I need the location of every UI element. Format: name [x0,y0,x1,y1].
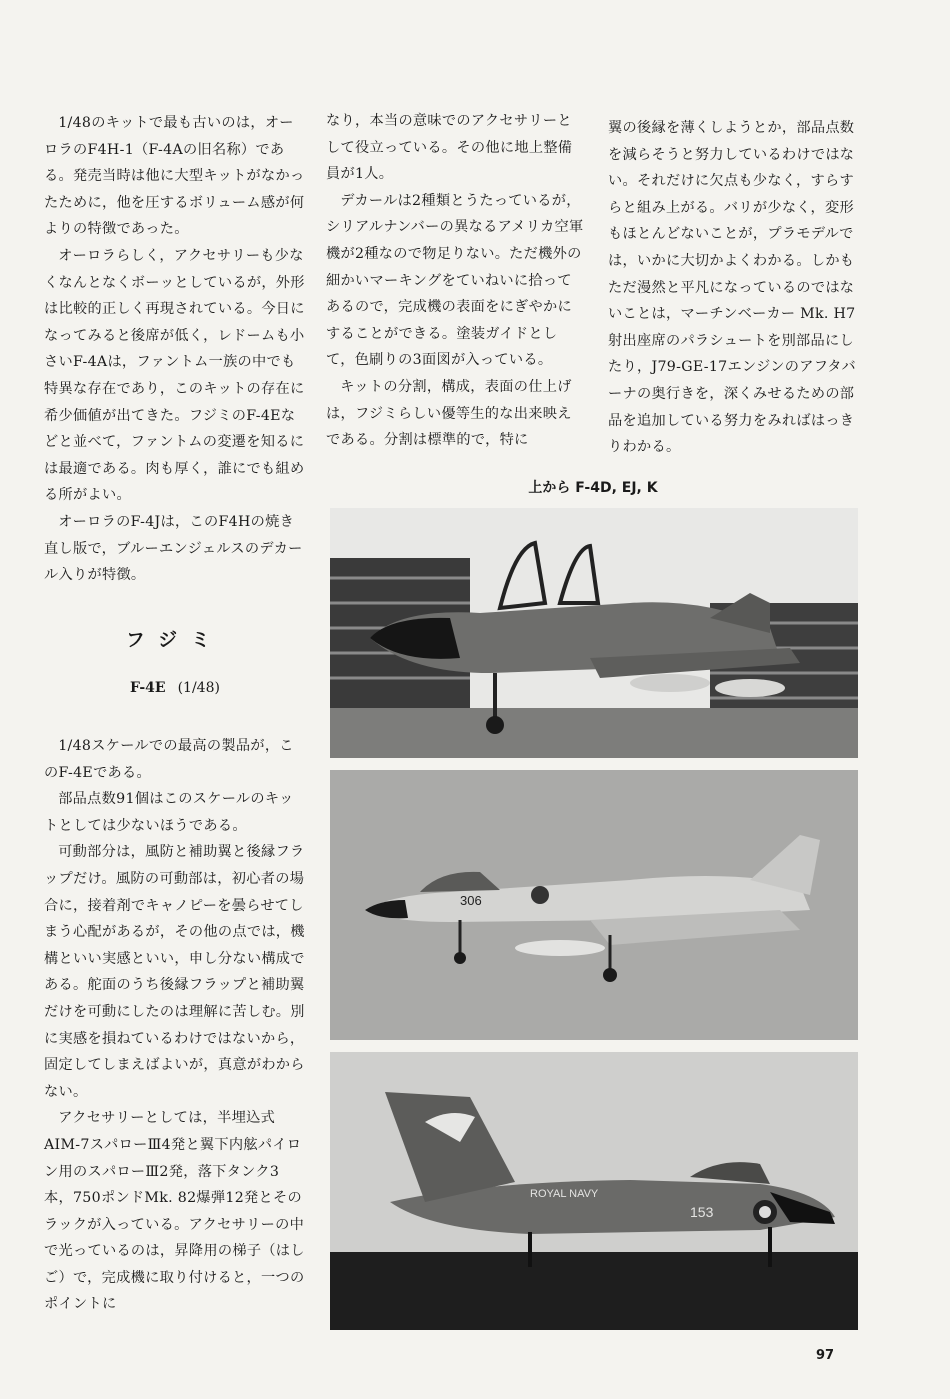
text-column-1 [44,110,306,589]
section-heading-maker: フジミ [125,629,225,651]
text-column-2 [326,108,586,454]
paragraph: 翼の後縁を薄くしようとか，部品点数を減らそうと努力しているわけではない。それだけに欠点も少なく，すらすらと組み上がる。バリが少なく，変形もほとんどないことが，プラモデルでは，いかに大切かよくわかる。しかもただ漫然と平凡になっているのではないことは，マーチンベーカー Mk. H7 射出座席のパラシュートを別部品にしたり，J79-GE-17エンジンのアフタバーナの奥行きを，深くみせるための部品を追加している努力をみればはっきりわかる。 [608,120,857,456]
aircraft-photo-f4k [330,1052,858,1330]
text-column-3 [608,115,862,461]
text-column-1-lower [44,733,306,1318]
paragraph: 可動部分は，風防と補助翼と後縁フラップだけ。風防の可動部は，初心者の場合に，接着剤でキャノピーを曇らせてしまう心配があるが，その他の点では，機構といい実感といい，申し分ない構成である。舵面のうち後縁フラップと補助翼だけを可動にしたのは理解に苦しむ。別に実感を損ねているわけではないから，固定してしまえばよいが，真意がわからない。 [44,844,305,1100]
paragraph: オーロラらしく，アクセサリーも少なくなんとなくボーッとしているが，外形は比較的正しく再現されている。今日になってみると後席が低く，レドームも小さいF-4Aは，ファントム一族の中でも特異な存在であり，このキットの存在に希少価値が出てきた。フジミのF-4Eなどと並べて，ファントムの変遷を知るには最適である。肉も厚く，誰にでも組める所がよい。 [44,247,305,504]
kit-scale: (1/48) [177,680,220,696]
paragraph: 1/48スケールでの最高の製品が，このF-4Eである。 [44,738,294,781]
photo-f4d [330,508,858,758]
paragraph: なり，本当の意味でのアクセサリーとして役立っている。その他に地上整備員が1人。 [326,113,573,183]
aircraft-photo-f4ej [330,770,858,1040]
photo-f4ej [330,770,858,1040]
paragraph: オーロラのF-4Jは，このF4Hの焼き直し版で，ブルーエンジェルスのデカール入りが特徴。 [44,513,303,584]
paragraph: 1/48のキットで最も古いのは，オーロラのF4H-1（F-4Aの旧名称）である。発売当時は他に大型キットがなかったために，他を圧するボリューム感が何よりの特徴であった。 [44,115,305,238]
page-number: 97 [816,1348,835,1363]
photo-caption: 上から F-4D, EJ, K [528,480,658,496]
kit-name: F-4E [130,680,166,696]
paragraph: アクセサリーとしては，半埋込式AIM-7スパローⅢ4発と翼下内舷パイロン用のスパローⅢ2発，落下タンク3本，750ポンドMk. 82爆弾12発とそのラックが入っている。アクセサリーの中で光っているのは，昇降用の梯子（はしご）で，完成機に取り付けると，一つのポイントに [44,1110,305,1313]
aircraft-marking: ROYAL NAVY [530,1188,599,1200]
paragraph: 部品点数91個はこのスケールのキットとしては少ないほうである。 [44,791,294,834]
aircraft-number: 306 [460,893,482,908]
paragraph: キットの分割，構成，表面の仕上げは，フジミらしい優等生的な出来映えである。分割は標準的で，特に [326,378,572,449]
photo-f4k [330,1052,858,1330]
paragraph: デカールは2種類とうたっているが，シリアルナンバーの異なるアメリカ空軍機が2種なので物足りない。ただ機外の細かいマーキングをていねいに拾ってあるので，完成機の表面をにぎやかにすることができる。塗装ガイドとして，色刷りの3面図が入っている。 [326,192,584,369]
aircraft-photo-f4d [330,508,858,758]
section-heading-kit [44,680,306,696]
aircraft-number: 153 [690,1204,714,1220]
